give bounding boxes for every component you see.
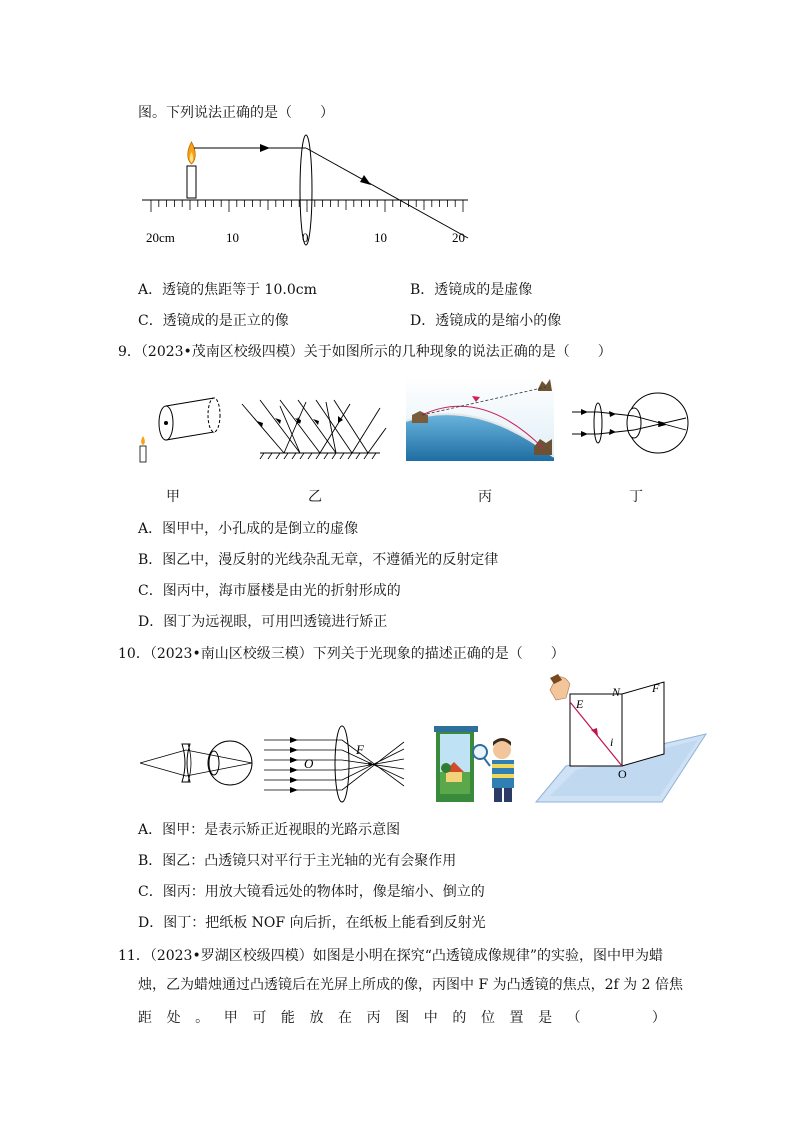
ruler-label: 10 [374,230,387,245]
magnifier-scene-figure [434,722,524,804]
q11-char: 处 [166,1010,181,1026]
q11-line-3 [138,1007,666,1027]
board-label-n: N [612,685,621,699]
q9-option-c: C．图丙中，海市蜃楼是由光的折射形成的 [138,583,401,599]
diffuse-reflection-figure [240,398,390,464]
q11-char: 位 [480,1010,495,1026]
q10-stem: 10．（2023•南山区校级三模）下列关于光现象的描述正确的是（ ） [118,646,565,662]
q9-stem: 9．（2023•茂南区校级四模）关于如图所示的几种现象的说法正确的是（ ） [118,344,612,360]
figure-caption: 丙 [478,489,492,505]
board-label-f: F [652,681,660,695]
candle-icon [140,436,146,462]
q11-char: 距 [138,1010,152,1026]
q8-option-d: D．透镜成的是缩小的像 [410,313,562,329]
q9-option-d: D．图丁为远视眼，可用凹透镜进行矫正 [138,614,388,630]
q11-char: 可 [252,1010,267,1026]
q11-char: （ [566,1010,581,1026]
focal-point-label: F [356,742,364,757]
q11-char: ） [651,1010,666,1026]
reflection-board-figure [536,674,706,806]
angle-label-i: i [610,735,614,749]
q11-char: 在 [338,1010,353,1026]
q11-char: 丙 [366,1010,381,1026]
figure-caption: 丁 [629,489,643,505]
ruler-label: 10 [226,230,239,245]
mirage-figure [406,377,554,461]
q11-char: 能 [280,1010,295,1026]
q11-char: 是 [538,1010,553,1026]
q11-char: 甲 [223,1010,238,1026]
q11-char: 图 [395,1010,410,1026]
q11-char: 中 [423,1010,438,1026]
q8-option-c: C．透镜成的是正立的像 [138,313,289,329]
q10-option-d: D．图丁：把纸板 NOF 向后折，在纸板上能看到反射光 [138,915,486,931]
q10-option-b: B．图乙：凸透镜只对平行于主光轴的光有会聚作用 [138,853,457,869]
q8-figure [138,130,478,250]
pinhole-camera-figure [136,386,226,466]
board-label-o: O [618,767,627,781]
q11-char [595,1007,637,1027]
q11-char: 。 [195,1010,210,1026]
figure-caption: 甲 [166,489,180,505]
convex-lens [300,135,312,245]
q11-char: 的 [452,1010,467,1026]
myopia-correction-figure [138,738,256,788]
convex-lens-figure [262,724,412,804]
eye-diagram-figure [568,388,690,458]
q11-char: 置 [509,1010,524,1026]
candle-icon [187,142,196,198]
ruler-label: 20 [452,230,465,245]
ruler-label: 0 [302,230,309,245]
q8-option-a: A．透镜的焦距等于 10.0cm [138,282,317,298]
q9-option-b: B．图乙中，漫反射的光线杂乱无章，不遵循光的反射定律 [138,552,499,568]
ruler-label: 20cm [146,230,175,245]
q9-option-a: A．图甲中，小孔成的是倒立的虚像 [138,521,359,537]
lens-center-label: O [304,756,314,771]
q11-line-1: 11．（2023•罗湖区校级四模）如图是小明在探究“凸透镜成像规律”的实验，图中甲为蜡 [118,948,664,964]
q10-option-a: A．图甲：是表示矫正近视眼的光路示意图 [138,822,401,838]
q11-char: 放 [309,1010,324,1026]
q8-option-b: B．透镜成的是虚像 [410,282,533,298]
q8-intro: 图。下列说法正确的是（ ） [138,105,334,121]
figure-caption: 乙 [308,489,322,505]
q11-line-2: 烛，乙为蜡烛通过凸透镜后在光屏上所成的像，丙图中 F 为凸透镜的焦点，2f 为 2 倍焦 [138,977,683,993]
board-label-e: E [576,697,584,711]
q10-option-c: C．图丙：用放大镜看远处的物体时，像是缩小、倒立的 [138,884,485,900]
